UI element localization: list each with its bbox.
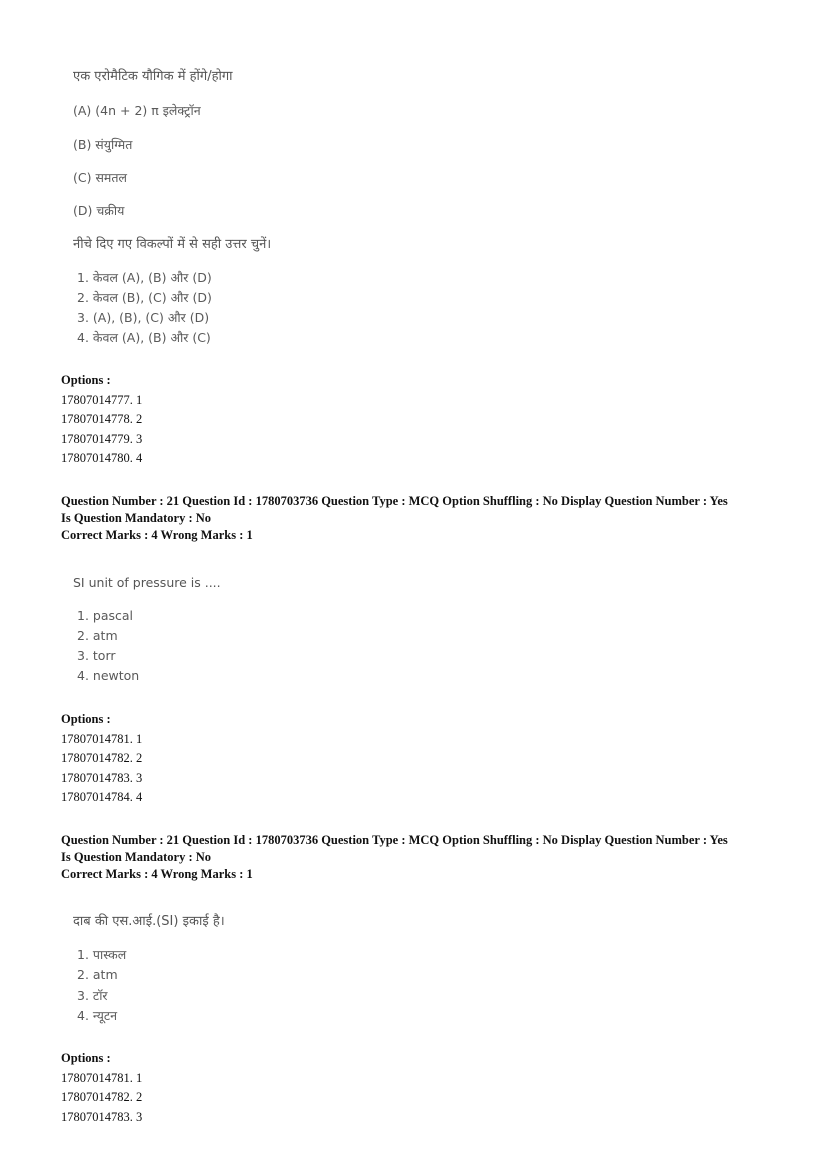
question-mandatory-line: Is Question Mandatory : No <box>61 850 212 864</box>
choice-4: 4. केवल (A), (B) और (C) <box>77 330 211 345</box>
statement-b: (B) संयुग्मित <box>73 137 133 152</box>
choice-2: 2. atm <box>77 628 118 643</box>
choice-4: 4. न्यूटन <box>77 1008 118 1023</box>
option-item: 17807014781. 1 <box>61 1070 143 1085</box>
choice-3: 3. टॉर <box>77 988 108 1003</box>
option-item: 17807014777. 1 <box>61 392 143 407</box>
question-marks-line: Correct Marks : 4 Wrong Marks : 1 <box>61 528 253 542</box>
statement-a: (A) (4n + 2) π इलेक्ट्रॉन <box>73 103 201 118</box>
choice-2: 2. atm <box>77 967 118 982</box>
question-meta-line: Question Number : 21 Question Id : 1780703736 Question Type : MCQ Option Shuffling : No Display Question Number : Yes <box>61 494 728 508</box>
option-item: 17807014782. 2 <box>61 751 143 765</box>
choice-4: 4. newton <box>77 668 140 683</box>
choice-1: 1. pascal <box>77 608 134 623</box>
question-mandatory-line: Is Question Mandatory : No <box>61 511 212 525</box>
options-label: Options : <box>61 1051 111 1065</box>
options-label: Options : <box>61 373 111 387</box>
statement-d: (D) चक्रीय <box>73 203 125 218</box>
options-label: Options : <box>61 712 111 726</box>
statement-c: (C) समतल <box>73 170 127 185</box>
question-marks-line: Correct Marks : 4 Wrong Marks : 1 <box>61 867 253 881</box>
choice-2: 2. केवल (B), (C) और (D) <box>77 290 212 305</box>
option-item: 17807014780. 4 <box>61 451 143 465</box>
question-header <box>61 832 728 883</box>
question-header <box>61 493 728 544</box>
options-block <box>61 371 142 469</box>
question-stem: SI unit of pressure is .... <box>73 575 221 590</box>
option-item: 17807014779. 3 <box>61 431 143 446</box>
option-item: 17807014783. 3 <box>61 770 143 785</box>
question-instruction: नीचे दिए गए विकल्पों में से सही उत्तर चुनें। <box>73 237 272 252</box>
option-item: 17807014782. 2 <box>61 1090 143 1104</box>
question-stem: एक एरोमैटिक यौगिक में होंगे/होगा <box>73 69 233 84</box>
option-item: 17807014778. 2 <box>61 412 143 426</box>
option-item: 17807014781. 1 <box>61 731 143 746</box>
choice-1: 1. केवल (A), (B) और (D) <box>77 270 212 285</box>
options-block <box>61 1049 142 1127</box>
option-item: 17807014783. 3 <box>61 1109 143 1124</box>
choice-3: 3. (A), (B), (C) और (D) <box>77 310 210 325</box>
choice-1: 1. पास्कल <box>77 947 127 962</box>
choice-3: 3. torr <box>77 648 116 663</box>
question-stem: दाब की एस.आई.(SI) इकाई है। <box>73 914 225 929</box>
question-meta-line: Question Number : 21 Question Id : 1780703736 Question Type : MCQ Option Shuffling : No Display Question Number : Yes <box>61 833 728 847</box>
option-item: 17807014784. 4 <box>61 790 143 804</box>
options-block <box>61 710 142 808</box>
